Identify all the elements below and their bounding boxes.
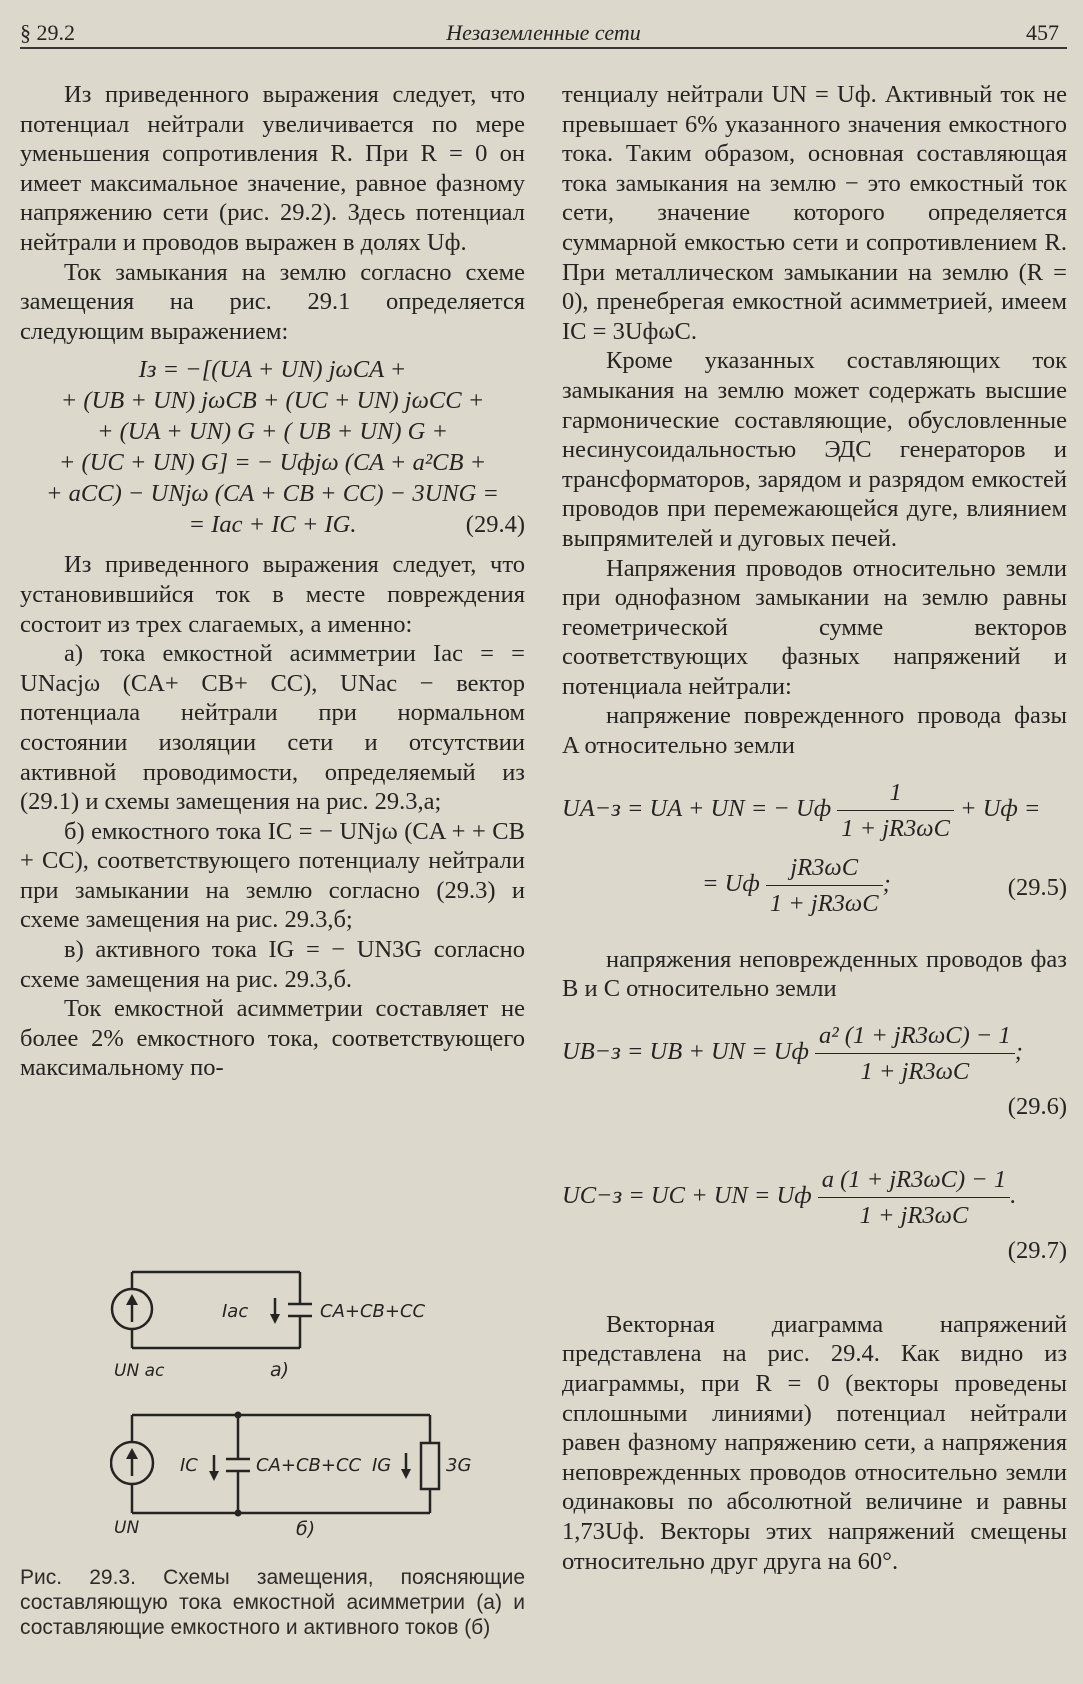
numerator: 1 — [837, 777, 954, 811]
equation-number: (29.7) — [1007, 1236, 1067, 1264]
running-header — [20, 18, 1067, 46]
equation-text: = Uф — [702, 869, 760, 897]
equation-text: UB−з = UB + UN = Uф — [562, 1037, 809, 1065]
equation-text: . — [1010, 1181, 1017, 1209]
equation-number: (29.4) — [465, 511, 525, 539]
subfigure-label: б) — [296, 1518, 316, 1540]
subfigure-label: а) — [270, 1359, 290, 1380]
equation-text: = Iac + IC + IG. — [188, 511, 357, 539]
current-c-label: IC — [180, 1455, 198, 1476]
equation-text: ; — [882, 869, 891, 897]
paragraph: Кроме указанных составляющих ток замыкания на землю может содержать высшие гармонические составляющие, обусловленные несинусоидальностью ЭДС генераторов и трансформаторов, зарядом и разрядом емкостей проводов при перемежающейся дуге, влиянием выпрямителей и дуговых печей. — [562, 347, 1067, 552]
paragraph: напряжения неповрежденных проводов фаз B и C относительно земли — [562, 945, 1067, 1003]
paragraph: напряжение поврежденного провода фазы A относительно земли — [562, 702, 1067, 760]
equation-number: (29.5) — [1007, 873, 1067, 901]
list-item-b: б) емкостного тока IC = − UNjω (CA + + CB + CC), соответствующего потенциалу нейтрали при замыкании на землю согласно (29.3) и схеме замещения на рис. 29.3,б; — [20, 817, 525, 934]
equation-line: + aCC) − UNjω (CA + CB + CC) − 3UNG = — [46, 480, 499, 508]
equation-line — [562, 1020, 1067, 1087]
list-item-c: в) активного тока IG = − UN3G согласно схеме замещения на рис. 29.3,б. — [20, 936, 525, 993]
equation-line: Iз = −[(UA + UN) jωCA + — [138, 356, 407, 384]
paragraph: Из приведенного выражения следует, что установившийся ток в месте повреждения состоит из трех слагаемых, а именно: — [20, 551, 525, 638]
equation-line — [562, 852, 1067, 919]
equation-29-7 — [562, 1164, 1067, 1266]
equation-29-6 — [562, 1020, 1067, 1122]
source-label: UN — [114, 1518, 140, 1538]
circuit-diagram-a — [110, 1260, 470, 1380]
fraction — [837, 777, 954, 844]
left-column — [20, 80, 525, 1083]
denominator: 1 + jR3ωC — [769, 889, 879, 917]
paragraph: Векторная диаграмма напряжений представлена на рис. 29.4. Как видно из диаграммы, при R = 0 (векторы проведены сплошными линиями) потенциал нейтрали равен фазному напряжению сети, а напряжения неповрежденных проводов относительно земли одинаковы по абсолютной величине и равны 1,73Uф. Векторы этих напряжений смещены относительно друг друга на 60°. — [562, 1310, 1067, 1575]
paragraph: Из приведенного выражения следует, что потенциал нейтрали увеличивается по мере уменьшения сопротивления R. При R = 0 он имеет максимальное значение, равное фазному напряжению сети (рис. 29.2). Здесь потенциал нейтрали и проводов выражен в долях Uф. — [20, 81, 525, 256]
fraction — [815, 1020, 1015, 1087]
equation-29-5 — [562, 777, 1067, 919]
source-label: UN ac — [114, 1361, 165, 1380]
figure-caption: Рис. 29.3. Схемы замещения, поясняющие составляющую тока емкостной асимметрии (а) и составляющие емкостного и активного токов (б) — [20, 1566, 525, 1639]
equation-29-4 — [20, 354, 525, 540]
capacitance-label: CA+CB+CC — [256, 1455, 362, 1476]
fraction — [766, 852, 883, 919]
circuit-diagram-b — [110, 1405, 490, 1540]
denominator: 1 + jR3ωC — [860, 1057, 970, 1085]
paragraph: Ток емкостной асимметрии составляет не более 2% емкостного тока, соответствующего максимальному по- — [20, 995, 525, 1082]
numerator: a (1 + jR3ωC) − 1 — [818, 1164, 1010, 1198]
denominator: 1 + jR3ωC — [841, 814, 950, 842]
chapter-title: Незаземленные сети — [446, 20, 641, 45]
numerator: jR3ωC — [766, 852, 883, 886]
paragraph: Ток замыкания на землю согласно схеме замещения на рис. 29.1 определяется следующим выражением: — [20, 258, 525, 345]
paragraph: Напряжения проводов относительно земли при однофазном замыкании на землю равны геометрической сумме векторов соответствующих фазных напряжений и потенциала нейтрали: — [562, 554, 1067, 700]
numerator: a² (1 + jR3ωC) − 1 — [815, 1020, 1015, 1054]
equation-text: UC−з = UC + UN = Uф — [562, 1181, 812, 1209]
equation-text: + Uф = — [960, 794, 1041, 822]
page-number: 457 — [1026, 20, 1059, 45]
equation-line — [562, 777, 1067, 844]
current-g-label: IG — [372, 1455, 392, 1476]
resistor-label: 3G — [446, 1455, 472, 1476]
equation-line: + (UC + UN) G] = − Uфjω (CA + a²CB + — [58, 449, 487, 477]
equation-number: (29.6) — [1007, 1092, 1067, 1120]
paragraph: тенциалу нейтрали UN = Uф. Активный ток не превышает 6% указанного значения емкостного тока. Таким образом, основная составляющая тока замыкания на землю − это емкостный ток сети, значение которого определяется суммарной емкостью сети и сопротивлением R. При металлическом замыкании на землю (R = 0), пренебрегая емкостной асимметрией, имеем IC = 3UфωC. — [562, 81, 1067, 345]
fraction — [818, 1164, 1010, 1231]
equation-line — [562, 1164, 1067, 1231]
equation-line: + (UA + UN) G + ( UB + UN) G + — [96, 418, 448, 446]
equation-line: + (UB + UN) jωCB + (UC + UN) jωCC + — [60, 387, 485, 415]
section-number: § 29.2 — [20, 20, 75, 45]
current-label: Iac — [222, 1301, 249, 1322]
equation-line — [20, 509, 525, 540]
header-rule — [20, 47, 1067, 49]
list-item-a: а) тока емкостной асимметрии Iac = = UNacjω (CA+ CB+ CC), UNac − вектор потенциала нейтрали при нормальном состоянии изоляции сети и отсутствии активной проводимости, определяемый из (29.1) и схемы замещения на рис. 29.3,а; — [20, 640, 525, 816]
capacitance-label: CA+CB+CC — [320, 1301, 426, 1322]
equation-text: ; — [1014, 1037, 1023, 1065]
right-column — [562, 80, 1067, 1576]
equation-text: UA−з = UA + UN = − Uф — [562, 794, 832, 822]
denominator: 1 + jR3ωC — [859, 1201, 969, 1229]
